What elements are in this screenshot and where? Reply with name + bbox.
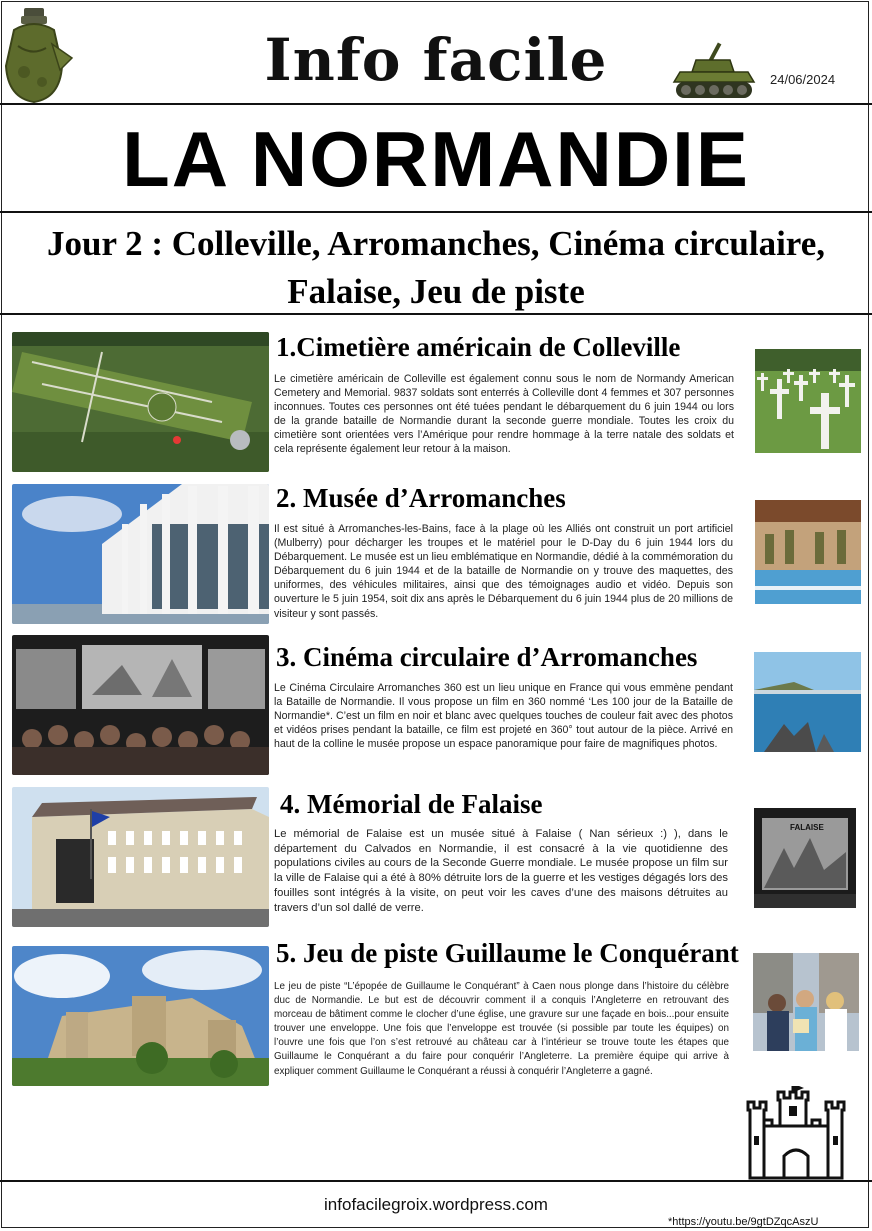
section-4-text: Le mémorial de Falaise est un musée situé à Falaise ( Nan sérieux :) ), dans le département du Calvados en Normandie, il est consacré à la vie quotidienne des populations civiles au cours de la Seconde Guerre mondiale. Le musée propose un film sur la ville de Falaise qui a été à 80% détruite lors de la guerre et les vestiges dégagés lors des fouilles sont intégrés à la visite, on peut voir les caves d’une des maisons détruites au travers d’un sol dallé de verre. [274,828,728,914]
section-1-title: 1.Cimetière américain de Colleville [276,332,681,362]
falaise-exhibit-photo [754,808,856,908]
colleville-aerial-photo [12,332,269,472]
castle-icon [742,1086,850,1182]
divider [0,103,872,105]
footnote-link[interactable]: *https://youtu.be/9gtDZqcAszU [668,1216,819,1228]
treasure-hunt-photo [753,953,859,1051]
museum-exhibit-photo [755,500,861,604]
subtitle-line-2: Falaise, Jeu de piste [287,272,585,311]
divider [0,313,872,315]
section-5-title: 5. Jeu de piste Guillaume le Conquérant [276,938,739,968]
section-3-title: 3. Cinéma circulaire d’Arromanches [276,642,698,672]
subtitle-line-1: Jour 2 : Colleville, Arromanches, Cinéma circulaire, [47,224,825,263]
cemetery-crosses-photo [755,349,861,453]
main-title: LA NORMANDIE [122,115,750,203]
tank-icon [672,40,756,102]
arromanches-coast-photo [754,652,861,752]
section-1-text: Le cimetière américain de Colleville est également connu sous le nom de Normandy American Cemetery and Memorial. 9837 soldats sont enterrés à Colleville dont 4 femmes et 307 personnes inconnues. Toutes ces personnes ont été tuées pendant le débarquement du 6 juin 1944 ou lors de la grande bataille de Normandie durant la seconde guerre mondiale. Toutes les croix du cimetière sont orientées vers l’Amérique pour rendre hommage à la terre natale des soldats et cela représente également leur retour à la maison. [274,373,734,456]
section-2-title: 2. Musée d’Arromanches [276,483,566,513]
issue-date: 24/06/2024 [770,72,836,87]
section-5-text: Le jeu de piste “L’épopée de Guillaume le Conquérant” à Caen nous plonge dans l’histoire du célèbre duc de Normandie. Le but est de découvrir comment il a conquis l’Angleterre en retrouvant des morceau de bâtiment comme le clocher d’une église, une gravure sur une façade en bois...pour ensuite trouver une enveloppe. Une fois que l’enveloppe est trouvée (si possible par toute les équipes) on l’ouvre une fois que l’on s’est retrouvé au château car à l’intérieur se trouve toute les étapes que Guillaume le Conquérant a du faire pour conquérir l’Angleterre. La première équipe qui arrive à expliquer comment Guillaume le Conquérant a réussi à conquérir l’Angleterre a gagné. [274,981,729,1077]
section-3-text: Le Cinéma Circulaire Arromanches 360 est un lieu unique en France qui vous emmène pendant la Bataille de Normandie. Il vous propose un film en 360 nommé ‘Les 100 jour de la Bataille de Normandie*. C’est un film en noir et blanc avec quelques touches de couleur fait avec des photos et vidéos prises pendant la bataille, ce film est projeté en 360° tout autour de la pièce. Arrivé en haut de la colline le musée propose un espace panoramique pour faire de magnifiques photos. [274,682,733,751]
arromanches-museum-photo [12,484,269,624]
falaise-photo-label: FALAISE [790,823,824,832]
section-4-title: 4. Mémorial de Falaise [280,789,543,819]
divider [0,211,872,213]
circular-cinema-photo [12,635,269,775]
caen-castle-photo [12,946,269,1086]
falaise-memorial-photo [12,787,269,927]
section-2-text: Il est situé à Arromanches-les-Bains, face à la plage où les Alliés ont construit un port artificiel (Mulberry) pour décharger les troupes et le matériel pour le D-Day du 6 juin 1944 lors du Débarquement. Le musée est un lieu emblématique en Normandie, dédié à la commémoration du Débarquement du 6 juin 1944 et de la bataille de Normandie on y trouve des maquettes, des uniformes, des véhicules militaires, ainsi que des témoignages audio et vidéo. Depuis son ouverture le 5 juin 1954, soit dix ans après le Débarquement du 6 juin 1944 plus de 20 millions de visiteur y sont passés. [274,523,733,620]
divider [0,1180,872,1182]
subtitle [0,220,872,316]
masthead-title: Info facile [264,26,608,94]
footer-url[interactable]: infofacilegroix.wordpress.com [324,1195,548,1214]
